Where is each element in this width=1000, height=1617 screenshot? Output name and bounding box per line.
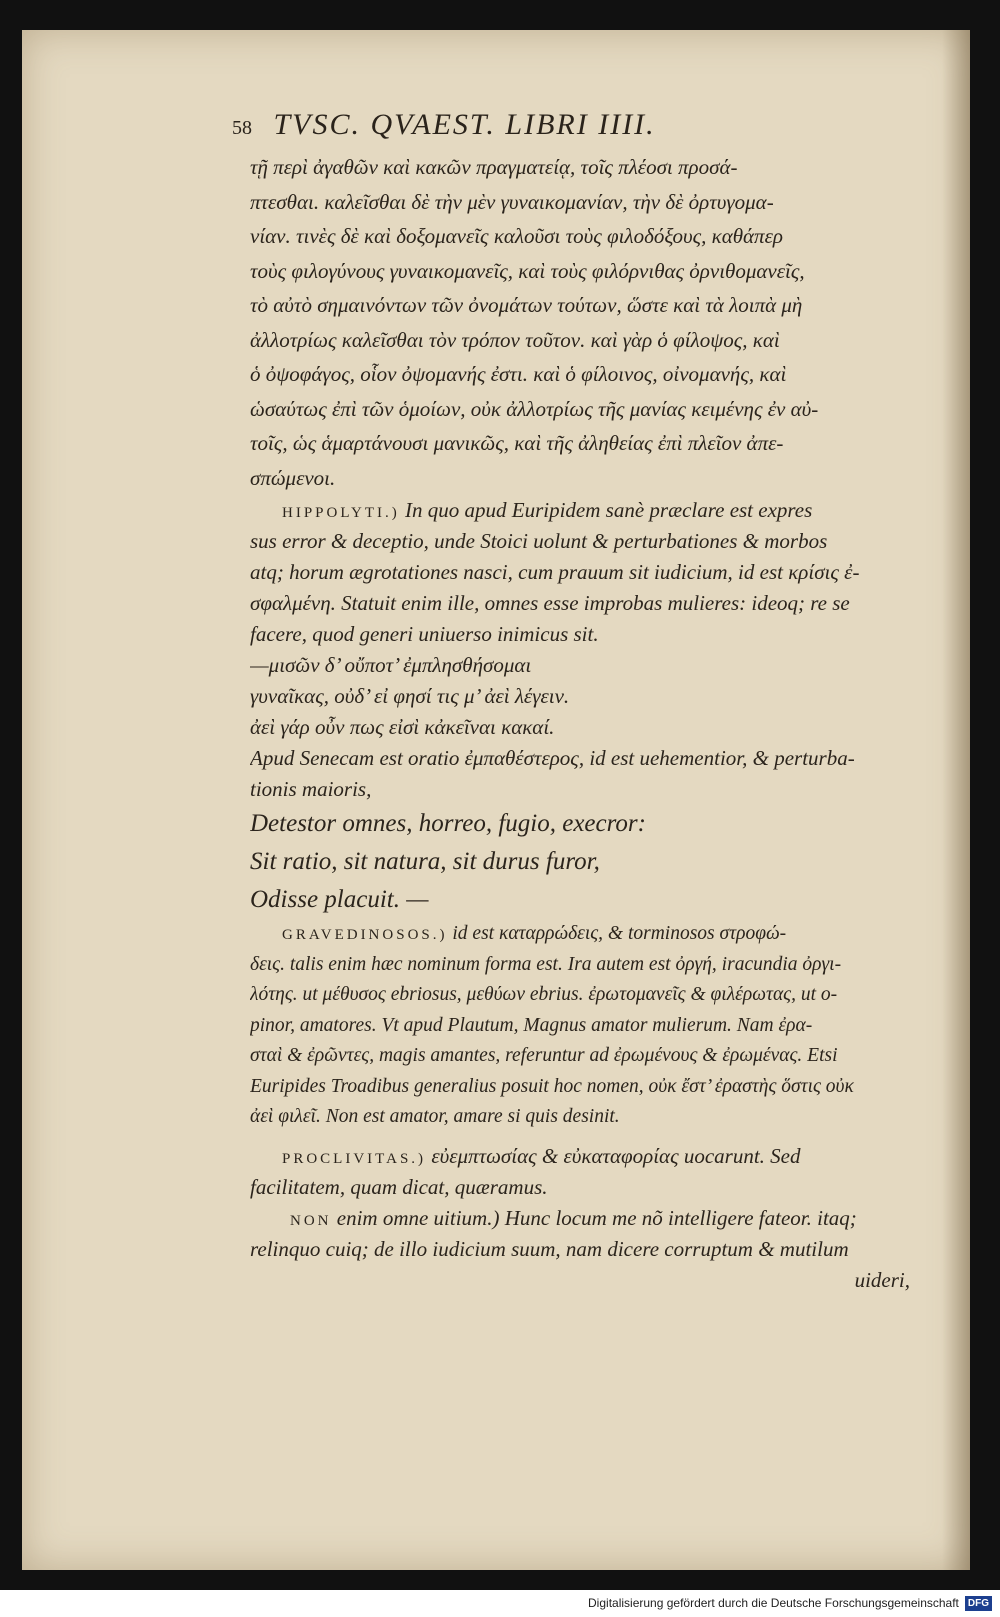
proclivitas-note xyxy=(250,1141,910,1203)
greek-line: ὁ ὀψοφάγος, οἷον ὀψομανής ἐστι. καὶ ὁ φίλοινος, οἰνομανής, καὶ xyxy=(250,362,787,386)
digitization-footer xyxy=(0,1590,1000,1617)
seneca-line: Apud Senecam est oratio ἐμπαθέστερος, id est uehementior, & perturba- xyxy=(250,746,855,770)
note-line: id est καταρρώδεις, & torminosos στροφώ- xyxy=(452,923,787,944)
greek-line: πτεσθαι. καλεῖσθαι δὲ τὴν μὲν γυναικομανίαν, τὴν δὲ ὀρτυγομα- xyxy=(250,189,774,214)
quote-line: —μισῶν δ’ οὔποτ’ ἐμπλησθήσομαι xyxy=(250,653,532,677)
greek-line: τοὺς φιλογύνους γυναικομανεῖς, καὶ τοὺς φιλόρνιθας ὀρνιθομανεῖς, xyxy=(250,258,805,283)
page-header xyxy=(232,108,932,142)
greek-line: τῇ περὶ ἀγαθῶν καὶ κακῶν πραγματείᾳ, τοῖς πλέοσι προσά- xyxy=(250,155,738,179)
seneca-line: tionis maioris, xyxy=(250,777,372,801)
lemma-non: NON xyxy=(290,1212,332,1229)
note-line: pinor, amatores. Vt apud Plautum, Magnus amator mulierum. Nam ἐρα- xyxy=(250,1014,813,1036)
note-line: Euripides Troadibus generalius posuit hoc nomen, οὐκ ἔστ’ ἐραστὴς ὅστις οὐκ xyxy=(250,1075,854,1097)
greek-line: τοῖς, ὡς ἁμαρτάνουσι μανικῶς, καὶ τῆς ἀληθείας ἐπὶ πλεῖον ἀπε- xyxy=(250,431,784,455)
note-line: εὐεμπτωσίας & εὐκαταφορίας uocarunt. Sed xyxy=(431,1143,801,1168)
note-line: facilitatem, quam dicat, quæramus. xyxy=(250,1174,548,1199)
dfg-logo: DFG xyxy=(965,1596,992,1611)
non-enim-note xyxy=(250,1203,910,1296)
gravedinosos-note xyxy=(250,919,910,1133)
quote-line: γυναῖκας, οὐδ’ εἰ φησί τις μ’ ἀεὶ λέγειν. xyxy=(250,684,570,708)
note-line: λότης. ut μέθυσος ebriosus, μεθύων ebrius. ἐρωτομανεῖς & φιλέρωτας, ut o- xyxy=(250,984,838,1005)
greek-line: τὸ αὐτὸ σημαινόντων τῶν ὀνομάτων τούτων, ὥστε καὶ τὰ λοιπὰ μὴ xyxy=(250,293,803,317)
greek-line: νίαν. τινὲς δὲ καὶ δοξομανεῖς καλοῦσι τοὺς φιλοδόξους, καθάπερ xyxy=(250,224,783,248)
lemma-proclivitas: PROCLIVITAS.) xyxy=(282,1150,427,1167)
greek-line: ὡσαύτως ἐπὶ τῶν ὁμοίων, οὐκ ἀλλοτρίως τῆς μανίας κειμένης ἐν αὐ- xyxy=(250,396,819,421)
seneca-verse xyxy=(250,805,910,919)
running-title: TVSC. QVAEST. LIBRI IIII. xyxy=(273,108,656,141)
greek-line: σπώμενοι. xyxy=(250,465,336,490)
note-line: σφαλμένη. Statuit enim ille, omnes esse improbas mulieres: ideoq; re se xyxy=(250,591,850,615)
note-line: enim omne uitium.) Hunc locum me nõ intelligere fateor. itaq; xyxy=(336,1205,857,1230)
note-line: atq; horum ægrotationes nasci, cum prauum sit iudicium, id est κρίσις ἐ- xyxy=(250,560,860,584)
page-edge-shadow xyxy=(942,30,970,1570)
verse-line: Sit ratio, sit natura, sit durus furor, xyxy=(250,848,600,875)
note-line: sus error & deceptio, unde Stoici uolunt & perturbationes & morbos xyxy=(250,529,828,553)
greek-passage xyxy=(250,150,910,495)
greek-line: ἀλλοτρίως καλεῖσθαι τὸν τρόπον τοῦτον. καὶ γὰρ ὁ φίλοψος, καὶ xyxy=(250,327,780,352)
hippolyti-note xyxy=(250,495,910,805)
note-line: relinquo cuiq; de illo iudicium suum, nam dicere corruptum & mutilum xyxy=(250,1236,849,1261)
verse-line: Odisse placuit. — xyxy=(250,886,429,913)
lemma-gravedinosos: GRAVEDINOSOS.) xyxy=(282,927,448,943)
page-number: 58 xyxy=(232,117,252,139)
note-line: In quo apud Euripidem sanè præclare est expres xyxy=(405,498,813,522)
lemma-hippolyti: HIPPOLYTI.) xyxy=(282,505,400,521)
note-line: facere, quod generi uniuerso inimicus sit. xyxy=(250,622,599,646)
verse-line: Detestor omnes, horreo, fugio, execror: xyxy=(250,810,646,837)
catchword: uideri, xyxy=(854,1267,910,1292)
footer-text: Digitalisierung gefördert durch die Deutsche Forschungsgemeinschaft xyxy=(588,1596,959,1610)
note-line: σταὶ & ἐρῶντες, magis amantes, referuntur ad ἐρωμένους & ἐρωμένας. Etsi xyxy=(250,1045,838,1066)
note-line: ἀεὶ φιλεῖ. Non est amator, amare si quis desinit. xyxy=(250,1106,620,1127)
quote-line: ἀεὶ γάρ οὖν πως εἰσὶ κἀκεῖναι κακαί. xyxy=(250,715,555,739)
page-text xyxy=(250,150,910,1296)
note-line: δεις. talis enim hæc nominum forma est. Ira autem est ὀργή, iracundia ὀργι- xyxy=(250,953,842,975)
